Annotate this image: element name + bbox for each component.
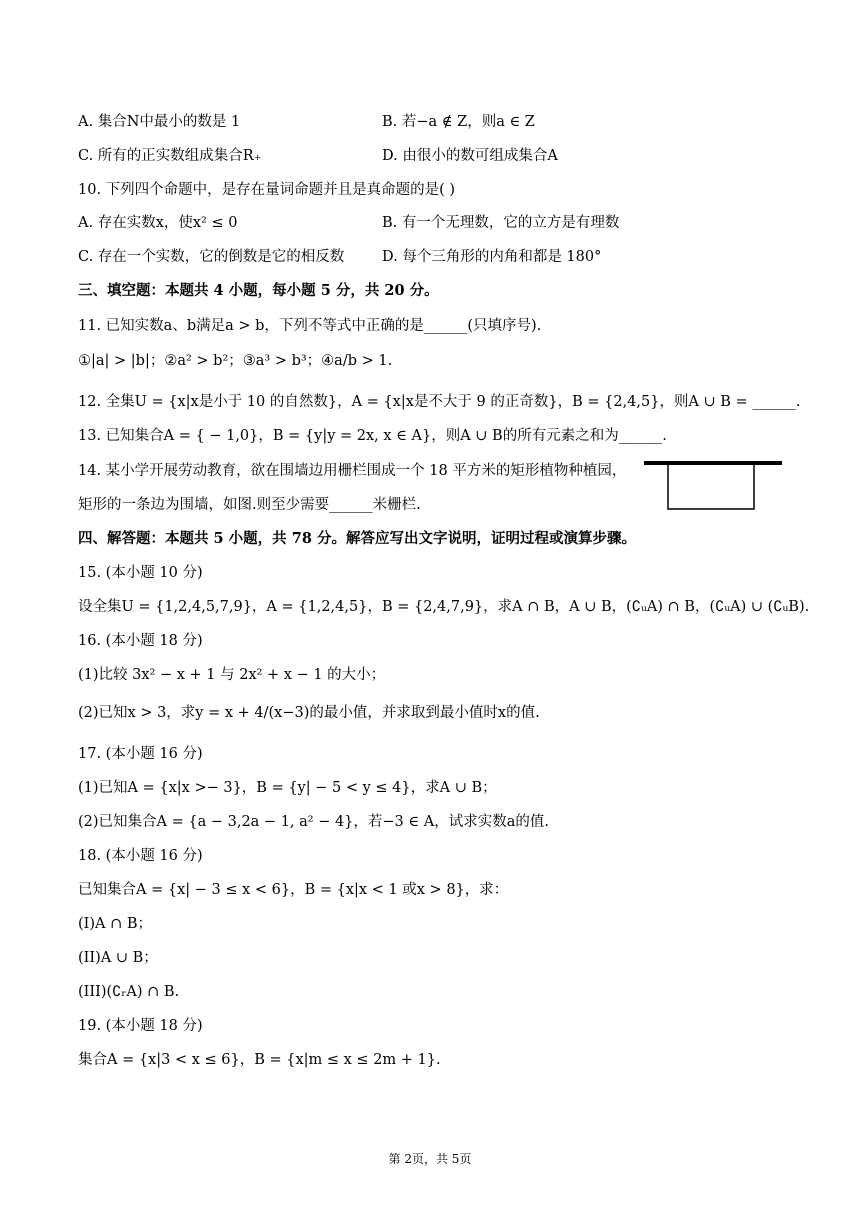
q19-head: 19. (本小题 18 分) [78,1018,203,1034]
q15-body: 设全集U = {1,2,4,5,7,9}，A = {1,2,4,5}，B = {2,4,7,9}，求A ∩ B，A ∪ B，(∁ᵤA) ∩ B，(∁ᵤA) ∪ (∁ᵤB). [78,599,810,615]
q18-head: 18. (本小题 16 分) [78,848,203,864]
q9-option-c: C. 所有的正实数组成集合R₊ [78,148,262,164]
q14-line1: 14. 某小学开展劳动教育，欲在围墙边用栅栏围成一个 18 平方米的矩形植物种植园， [78,463,627,479]
q10-option-d: D. 每个三角形的内角和都是 180° [382,249,602,265]
q16-part1: (1)比较 3x² − x + 1 与 2x² + x − 1 的大小； [78,667,386,683]
wall-line [644,461,782,465]
q17-part1: (1)已知A = {x|x >− 3}，B = {y| − 5 < y ≤ 4}，求A ∪ B； [78,780,497,796]
q10-option-a: A. 存在实数x，使x² ≤ 0 [78,215,238,231]
q18-part1: (I)A ∩ B； [78,916,153,932]
q17-part2: (2)已知集合A = {a − 3,2a − 1, a² − 4}，若−3 ∈ A，试求实数a的值. [78,814,549,830]
q13: 13. 已知集合A = { − 1,0}，B = {y|y = 2x, x ∈ A}，则A ∪ B的所有元素之和为______. [78,428,667,444]
q14-line2: 矩形的一条边为围墙，如图.则至少需要______米栅栏. [78,497,421,513]
q10-option-b: B. 有一个无理数，它的立方是有理数 [382,215,620,231]
q11-options: ①|a| > |b|；②a² > b²；③a³ > b³；④a/b > 1. [78,353,393,369]
fence-figure [644,458,782,514]
q18-body: 已知集合A = {x| − 3 ≤ x < 6}，B = {x|x < 1 或x > 8}，求： [78,882,509,898]
q11-stem: 11. 已知实数a、b满足a > b，下列不等式中正确的是______(只填序号). [78,318,542,334]
section-3-heading: 三、填空题：本题共 4 小题，每小题 5 分，共 20 分。 [78,282,439,299]
q9-option-a: A. 集合N中最小的数是 1 [78,114,241,130]
q9-option-d: D. 由很小的数可组成集合A [382,148,558,164]
q15-head: 15. (本小题 10 分) [78,565,203,581]
q18-part3: (III)(∁ᵣA) ∩ B. [78,984,180,1000]
q9-option-b: B. 若−a ∉ Z，则a ∈ Z [382,114,535,130]
q10-option-c: C. 存在一个实数，它的倒数是它的相反数 [78,249,345,265]
q12: 12. 全集U = {x|x是小于 10 的自然数}，A = {x|x是不大于 9 的正奇数}，B = {2,4,5}，则A ∪ B = ______. [78,394,801,410]
q16-head: 16. (本小题 18 分) [78,633,203,649]
section-4-heading: 四、解答题：本题共 5 小题，共 78 分。解答应写出文字说明，证明过程或演算步骤。 [78,530,636,547]
q19-body: 集合A = {x|3 < x ≤ 6}，B = {x|m ≤ x ≤ 2m + 1}. [78,1052,441,1068]
page-footer: 第 2页，共 5页 [388,1152,472,1166]
q17-head: 17. (本小题 16 分) [78,746,203,762]
q10-stem: 10. 下列四个命题中，是存在量词命题并且是真命题的是( ) [78,182,456,198]
q16-part2: (2)已知x > 3，求y = x + 4/(x−3)的最小值，并求取到最小值时x的值. [78,705,540,721]
fence-rectangle [668,465,754,509]
q18-part2: (II)A ∪ B； [78,950,158,966]
